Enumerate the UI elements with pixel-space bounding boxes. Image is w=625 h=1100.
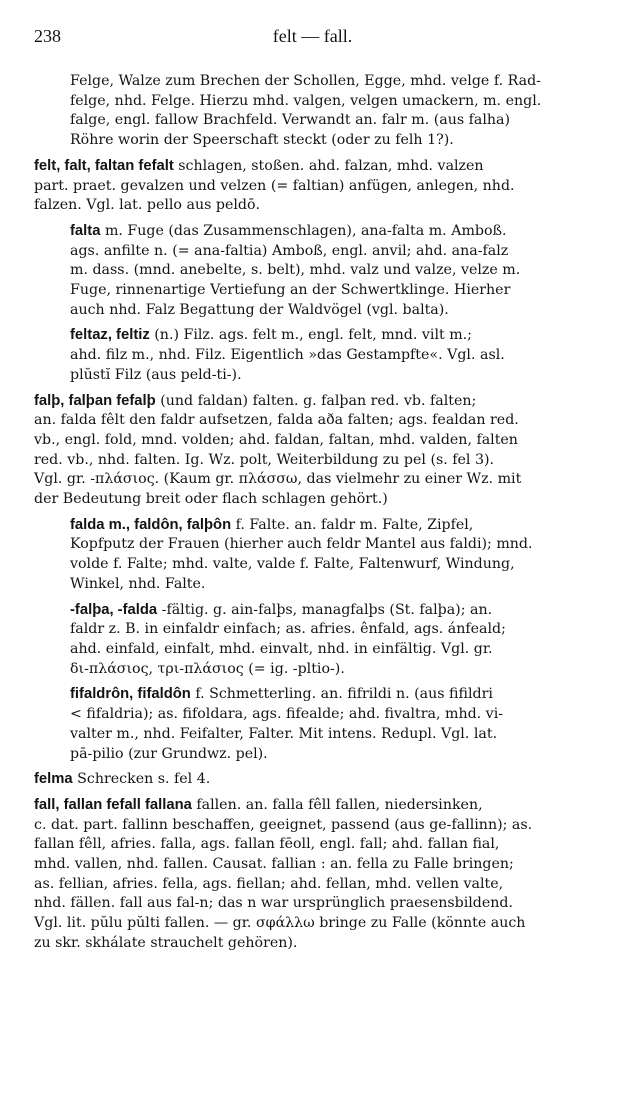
entry-falth <box>34 392 606 510</box>
entry-line: as. fellian, afries. fella, ags. fiellan; ahd. fellan, mhd. vellen valte, <box>34 875 504 892</box>
entry-falpa <box>34 601 606 680</box>
page-number: 238 <box>34 26 61 46</box>
entry-line: Fuge, rinnenartige Vertiefung an der Schwertklinge. Hierher <box>70 282 511 299</box>
entry-headword: -falþa, -falda <box>70 601 158 618</box>
entry-line: Felge, Walze zum Brechen der Schollen, Egge, mhd. velge f. Rad- <box>70 73 541 89</box>
entry-feltaz <box>34 326 606 385</box>
entry-line: ahd. einfald, einfalt, mhd. einvalt, nhd. in einfältig. Vgl. gr. <box>70 640 493 657</box>
entry-falda <box>34 516 606 595</box>
entry-line: zu skr. skhálate strauchelt gehören). <box>34 934 298 951</box>
entry-fall <box>34 796 606 954</box>
entry-headword: felma <box>34 771 73 788</box>
entry-headword: falda m., faldôn, falþôn <box>70 516 232 533</box>
entry-first-line <box>34 796 606 816</box>
entry-headword: fifaldrôn, fifaldôn <box>70 686 191 703</box>
entry-line: falge, engl. fallow Brachfeld. Verwandt an. falr m. (aus falha) <box>70 112 511 129</box>
entry-line: der Bedeutung breit oder flach schlagen gehört.) <box>34 491 388 508</box>
entry-line: faldr z. B. in einfaldr einfach; as. afries. ênfald, ags. ánfeald; <box>70 621 506 638</box>
entry-first-line <box>34 392 606 412</box>
entry-line: Vgl. lit. pŭlu pŭlti fallen. — gr. σφάλλω bringe zu Falle (könnte auch <box>34 915 526 932</box>
entry-line: δι-πλάσιος, τρι-πλάσιος (= ig. -pltio-). <box>70 660 345 677</box>
entry-first-line <box>70 685 606 705</box>
entry-line: ahd. filz m., nhd. Filz. Eigentlich »das Gestampfte«. Vgl. asl. <box>70 347 505 364</box>
entry-line: Kopfputz der Frauen (hierher auch feldr Mantel aus faldi); mnd. <box>70 536 533 553</box>
entry-felt <box>34 157 606 216</box>
entry-headword: felt, falt, faltan fefalt <box>34 157 174 174</box>
entry-line-start: m. Fuge (das Zusammenschlagen), ana-falta m. Amboß. <box>100 222 507 239</box>
entry-line: falzen. Vgl. lat. pello aus peldō. <box>34 197 261 214</box>
entry-fifaldron <box>34 685 606 764</box>
entry-line: fallan fêll, afries. falla, ags. fallan fēoll, engl. fall; ahd. fallan fial, <box>34 836 500 853</box>
entry-line: pā-pilio (zur Grundwz. pel). <box>70 745 268 762</box>
entry-line: vb., engl. fold, mnd. volden; ahd. faldan, faltan, mhd. valden, falten <box>34 431 518 448</box>
entry-line: mhd. vallen, nhd. fallen. Causat. fallian : an. fella zu Falle bringen; <box>34 856 514 873</box>
entry-line-start: schlagen, stoßen. ahd. falzan, mhd. valzen <box>173 157 484 174</box>
entry-line: nhd. fällen. fall aus fal-n; das n war ursprünglich praesensbildend. <box>34 895 514 912</box>
entry-line: valter m., nhd. Feifalter, Falter. Mit intens. Redupl. Vgl. lat. <box>70 725 498 742</box>
running-head: felt — fall. <box>272 26 353 46</box>
entry-line-start: (und faldan) falten. g. falþan red. vb. falten; <box>155 392 477 409</box>
entry-line-start: f. Falte. an. faldr m. Falte, Zipfel, <box>231 516 474 533</box>
entry-first-line <box>70 222 606 242</box>
entry-line: auch nhd. Falz Begattung der Waldvögel (vgl. balta). <box>70 301 449 318</box>
entry-felge <box>34 72 606 151</box>
entry-line-start: fallen. an. falla fêll fallen, niedersinken, <box>191 796 483 813</box>
entry-line: ags. anfilte n. (= ana-faltia) Amboß, engl. anvil; ahd. ana-falz <box>70 242 509 259</box>
entry-line-start: Schrecken s. fel 4. <box>72 771 211 788</box>
entry-first-line <box>70 601 606 621</box>
page-header <box>34 26 591 54</box>
entry-line: red. vb., nhd. falten. Ig. Wz. polt, Weiterbildung zu pel (s. fel 3). <box>34 451 495 468</box>
entry-line: plŭstĭ Filz (aus peld-ti-). <box>70 366 242 383</box>
dictionary-body <box>34 72 606 960</box>
entry-line-start: (n.) Filz. ags. felt m., engl. felt, mnd. vilt m.; <box>149 327 472 344</box>
entry-line: part. praet. gevalzen und velzen (= faltian) anfügen, anlegen, nhd. <box>34 177 515 194</box>
entry-line: an. falda fêlt den faldr aufsetzen, falda aða falten; ags. fealdan red. <box>34 412 519 429</box>
entry-line: Winkel, nhd. Falte. <box>70 575 206 592</box>
entry-first-line <box>70 516 606 536</box>
entry-line: c. dat. part. fallinn beschaffen, geeignet, passend (aus ge-fallinn); as. <box>34 816 533 833</box>
entry-line: m. dass. (mnd. anebelte, s. belt), mhd. valz und valze, velze m. <box>70 262 521 279</box>
entry-first-line <box>70 326 606 346</box>
entry-first-line <box>34 770 606 790</box>
entry-falta <box>34 222 606 321</box>
entry-line: Vgl. gr. -πλάσιος. (Kaum gr. πλάσσω, das vielmehr zu einer Wz. mit <box>34 471 522 488</box>
entry-headword: falþ, falþan fefalþ <box>34 392 156 409</box>
entry-first-line <box>34 157 606 177</box>
entry-headword: falta <box>70 222 101 239</box>
entry-headword: fall, fallan fefall fallana <box>34 796 192 813</box>
entry-line: volde f. Falte; mhd. valte, valde f. Falte, Faltenwurf, Windung, <box>70 556 515 573</box>
entry-line-start: f. Schmetterling. an. fifrildi n. (aus fifildri <box>190 686 493 703</box>
entry-line: Röhre worin der Speerschaft steckt (oder zu felh 1?). <box>70 132 454 149</box>
entry-line-start: -fältig. g. ain-falþs, managfalþs (St. falþa); an. <box>157 601 493 618</box>
entry-headword: feltaz, feltiz <box>70 327 150 344</box>
entry-line: < fifaldria); as. fifoldara, ags. fifealde; ahd. fivaltra, mhd. vi- <box>70 706 504 723</box>
entry-felma <box>34 770 606 790</box>
entry-line: felge, nhd. Felge. Hierzu mhd. valgen, velgen umackern, m. engl. <box>70 92 542 109</box>
